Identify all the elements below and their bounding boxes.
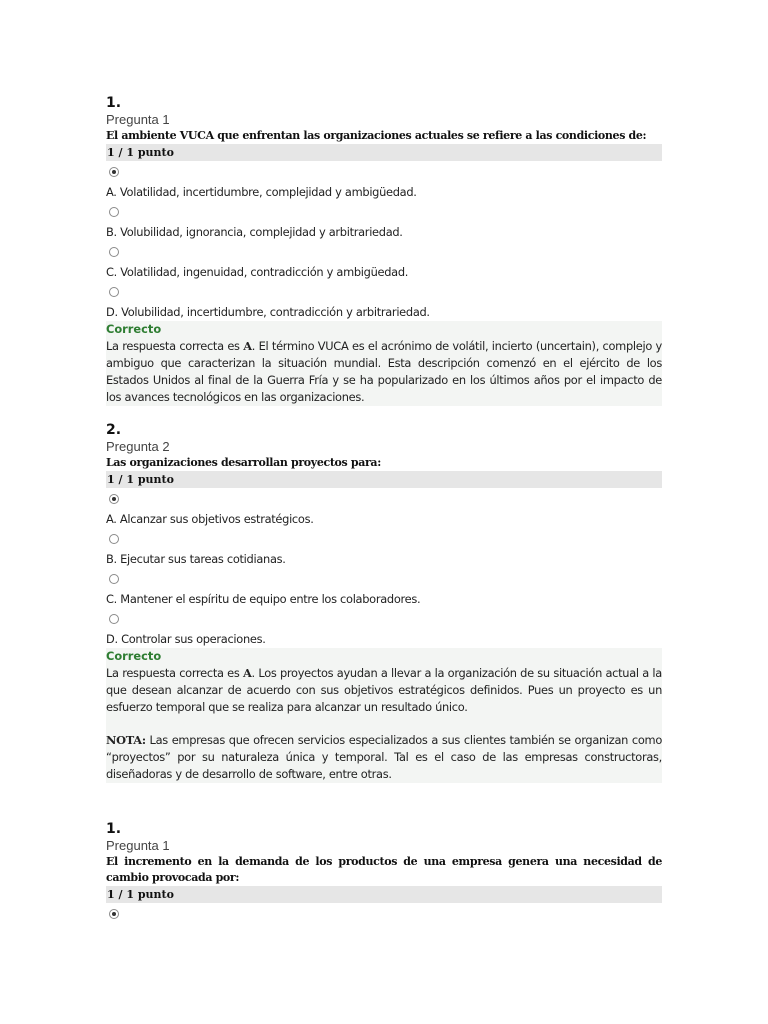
question-label: Pregunta 1 xyxy=(106,838,170,853)
option-a-row[interactable] xyxy=(106,903,662,926)
option-b-label: B. Volubilidad, ignorancia, complejidad y arbitrariedad. xyxy=(106,225,403,239)
feedback-text xyxy=(106,665,662,716)
feedback-answer-letter: A xyxy=(243,339,252,353)
score-bar: 1 / 1 punto xyxy=(106,886,662,903)
feedback-prefix: La respuesta correcta es xyxy=(106,339,244,353)
feedback-box xyxy=(106,321,662,406)
question-text: El incremento en la demanda de los productos de una empresa genera una necesidad de cambio provocada por: xyxy=(106,855,662,884)
feedback-box xyxy=(106,648,662,783)
option-c-row[interactable] xyxy=(106,241,662,264)
question-number: 1. xyxy=(106,821,122,837)
question-number: 2. xyxy=(106,422,122,438)
radio-selected-icon[interactable] xyxy=(109,167,119,177)
radio-icon[interactable] xyxy=(109,534,119,544)
feedback-explanation: . Los proyectos ayudan a llevar a la organización de su situación actual a la que desean alcanzar de acuerdo con sus objetivos estratégicos definidos. Pues un proyecto es un esfuerzo temporal que se realiza para alcanzar un resultado único. xyxy=(106,666,662,714)
radio-icon[interactable] xyxy=(109,287,119,297)
question-block-3 xyxy=(106,821,662,926)
option-a-row[interactable] xyxy=(106,161,662,184)
option-d-label: D. Controlar sus operaciones. xyxy=(106,632,266,646)
note-text: Las empresas que ofrecen servicios especializados a sus clientes también se organizan como “proyectos” por su naturaleza única y temporal. Tal es el caso de las empresas constructoras, diseñadoras y de desarrollo de software, entre otras. xyxy=(106,733,662,781)
radio-selected-icon[interactable] xyxy=(109,909,119,919)
feedback-note xyxy=(106,732,662,783)
feedback-status: Correcto xyxy=(106,649,162,663)
question-block-2 xyxy=(106,422,662,783)
question-number: 1. xyxy=(106,95,122,111)
option-a-row[interactable] xyxy=(106,488,662,511)
option-b-row[interactable] xyxy=(106,201,662,224)
feedback-status: Correcto xyxy=(106,322,162,336)
option-a-label: A. Alcanzar sus objetivos estratégicos. xyxy=(106,512,314,526)
option-d-label: D. Volubilidad, incertidumbre, contradicción y arbitrariedad. xyxy=(106,305,430,319)
option-b-label: B. Ejecutar sus tareas cotidianas. xyxy=(106,552,286,566)
radio-icon[interactable] xyxy=(109,207,119,217)
score-bar: 1 / 1 punto xyxy=(106,144,662,161)
option-d-row[interactable] xyxy=(106,608,662,631)
radio-icon[interactable] xyxy=(109,614,119,624)
question-text: El ambiente VUCA que enfrentan las organizaciones actuales se refiere a las condiciones de: xyxy=(106,129,647,142)
radio-icon[interactable] xyxy=(109,247,119,257)
feedback-prefix: La respuesta correcta es xyxy=(106,666,243,680)
feedback-explanation: . El término VUCA es el acrónimo de volátil, incierto (uncertain), complejo y ambiguo que caracterizan la situación mundial. Esta descripción comenzó en el ejército de los Estados Unidos al final de la Guerra Fría y se ha popularizado en los últimos años por el impacto de los avances tecnológicos en las organizaciones. xyxy=(106,339,662,404)
feedback-text xyxy=(106,338,662,406)
question-block-1 xyxy=(106,95,662,406)
note-label: NOTA: xyxy=(106,733,146,747)
option-b-row[interactable] xyxy=(106,528,662,551)
option-c-label: C. Volatilidad, ingenuidad, contradicción y ambigüedad. xyxy=(106,265,409,279)
option-c-row[interactable] xyxy=(106,568,662,591)
question-text: Las organizaciones desarrollan proyectos para: xyxy=(106,456,381,469)
option-a-label: A. Volatilidad, incertidumbre, complejidad y ambigüedad. xyxy=(106,185,417,199)
option-c-label: C. Mantener el espíritu de equipo entre los colaboradores. xyxy=(106,592,421,606)
feedback-answer-letter: A xyxy=(243,666,252,680)
radio-selected-icon[interactable] xyxy=(109,494,119,504)
score-bar: 1 / 1 punto xyxy=(106,471,662,488)
question-label: Pregunta 1 xyxy=(106,112,170,127)
option-d-row[interactable] xyxy=(106,281,662,304)
radio-icon[interactable] xyxy=(109,574,119,584)
question-label: Pregunta 2 xyxy=(106,439,170,454)
